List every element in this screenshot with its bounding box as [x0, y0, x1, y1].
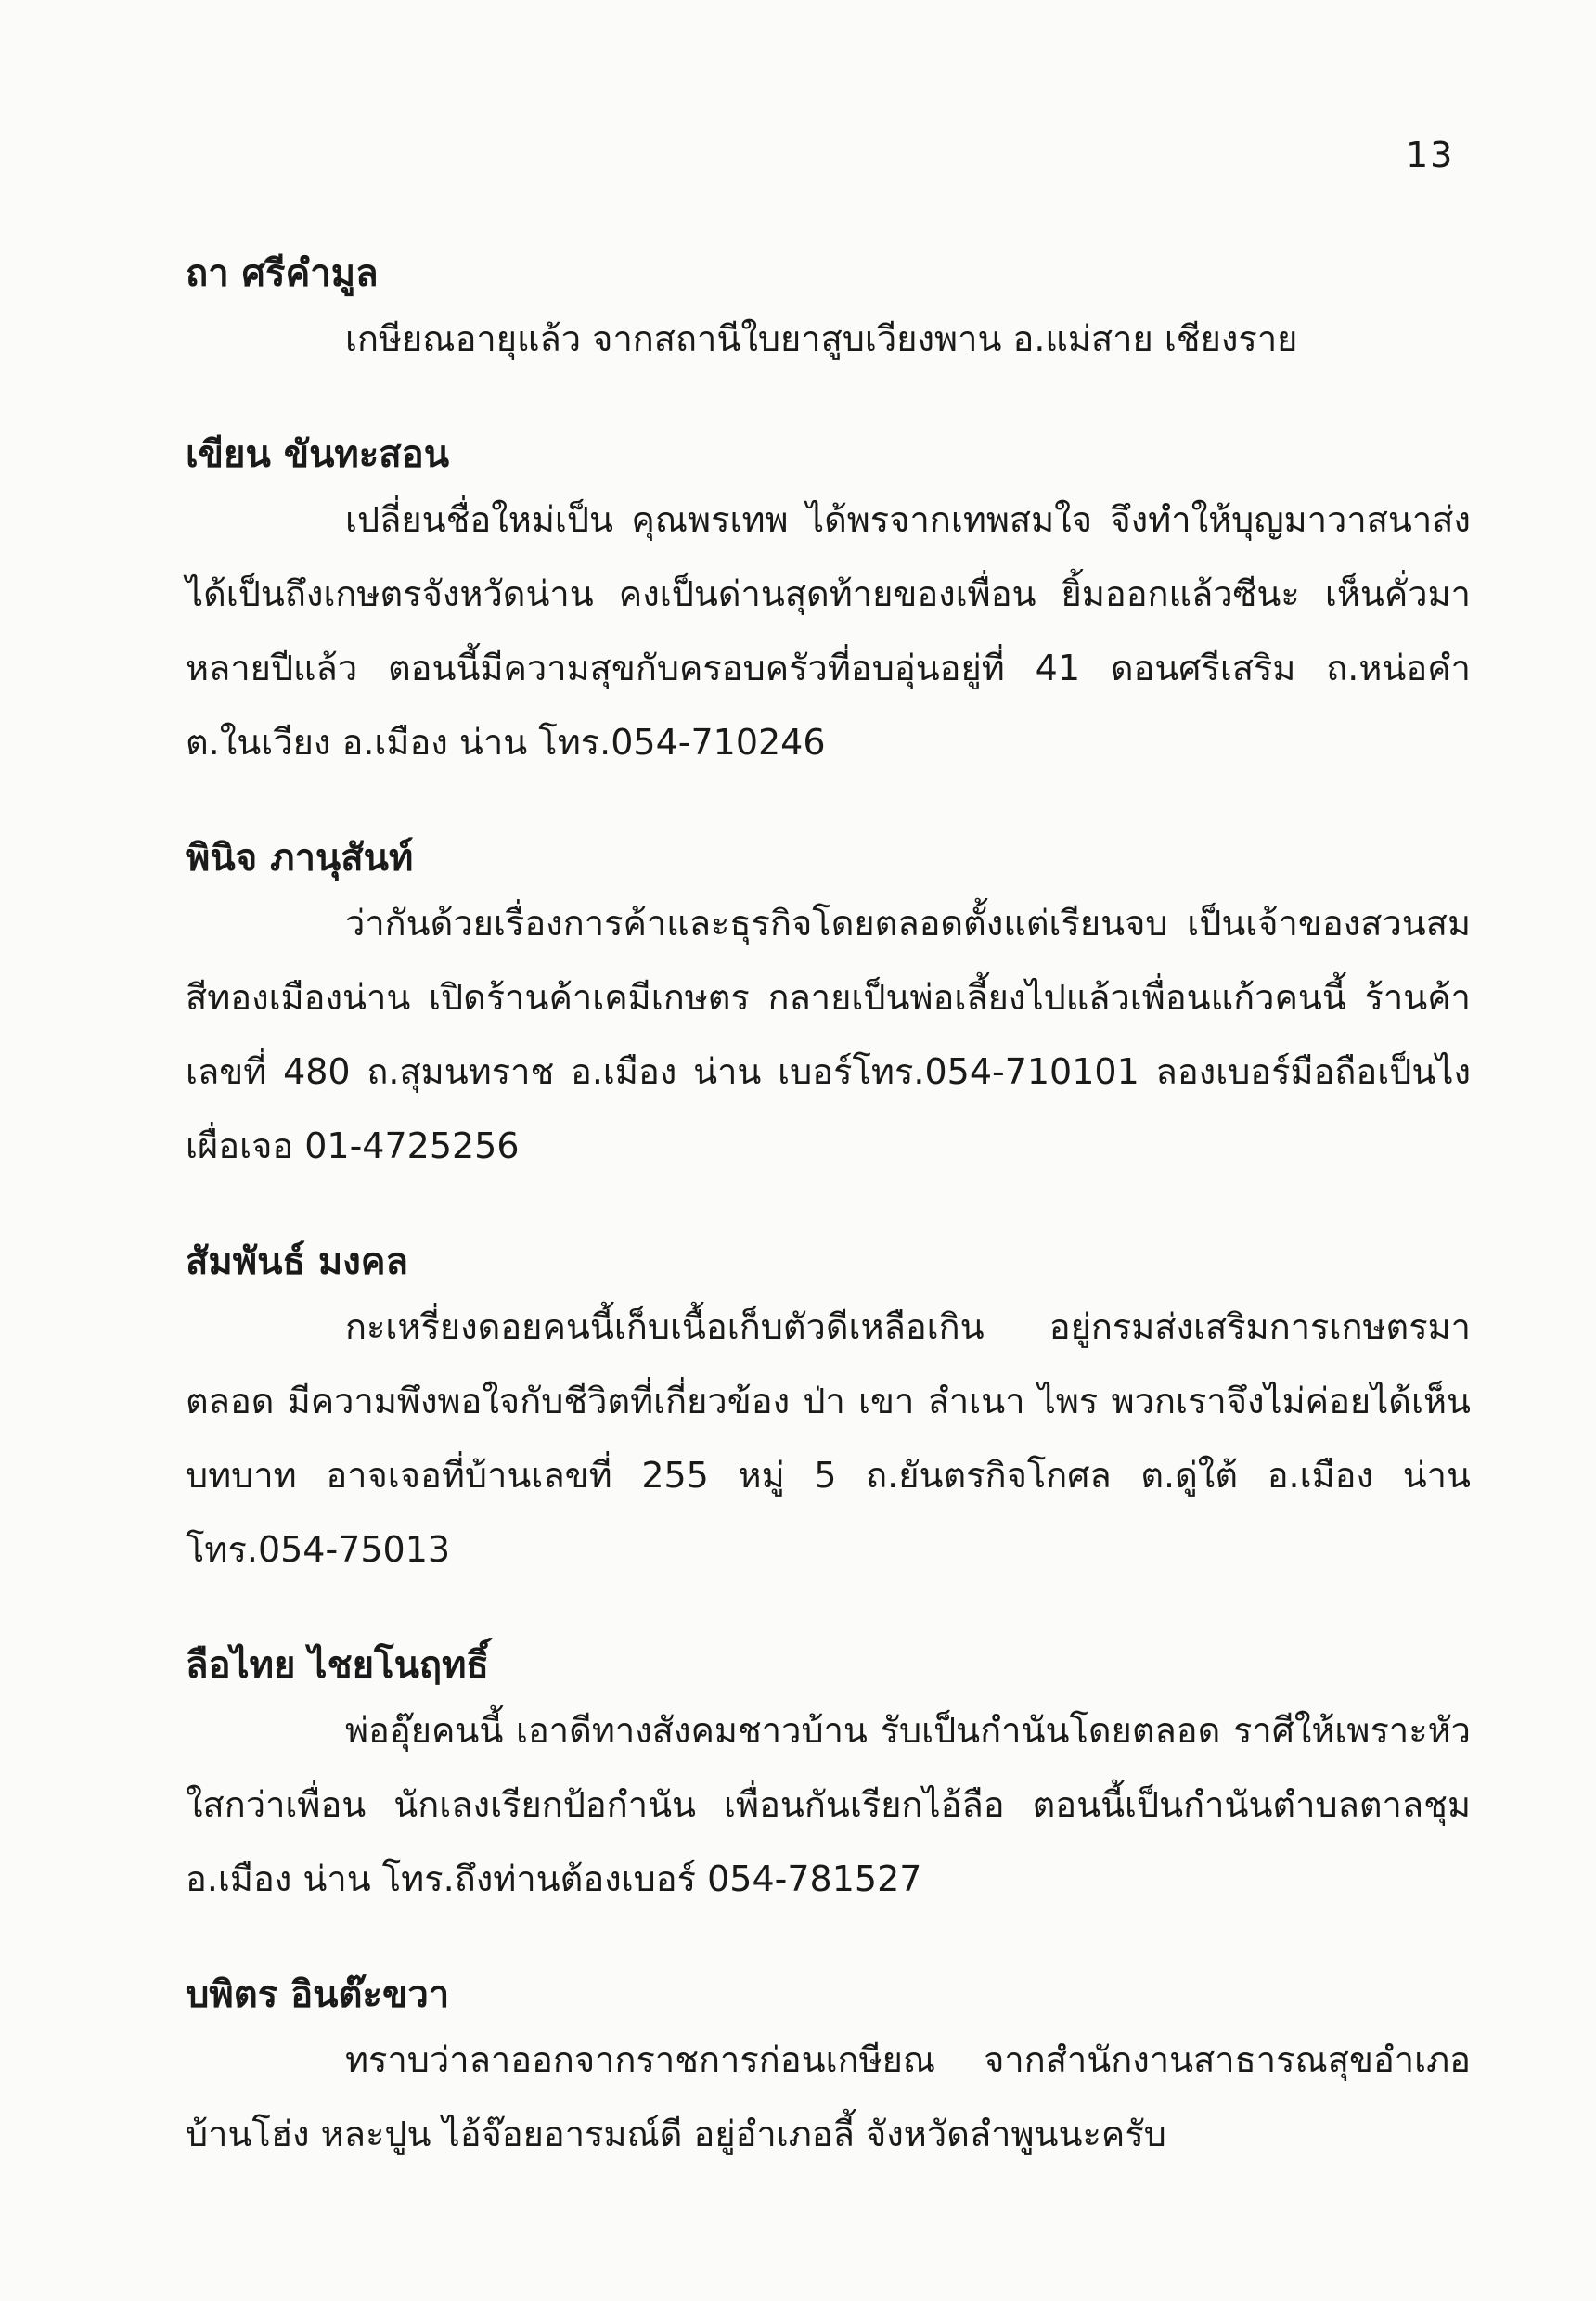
entry-text: ว่ากันด้วยเรื่องการค้าและธุรกิจโดยตลอดตั้งแต่เรียนจบ เป็นเจ้าของสวนสมสีทองเมืองน่าน เปิดร้านค้าเคมีเกษตร กลายเป็นพ่อเลี้ยงไปแล้วเพื่อนแก้วคนนี้ ร้านค้าเลขที่ 480 ถ.สุมนทราช อ.เมือง น่าน เบอร์โทร.054-710101 ลองเบอร์มือถือเป็นไงเผื่อเจอ 01-4725256 — [186, 903, 1471, 1166]
entry — [186, 246, 1471, 376]
entry-name: สัมพันธ์ มงคล — [186, 1240, 408, 1283]
entry-name: ลือไทย ไชยโนฤทธิ์ — [186, 1644, 489, 1687]
entry-name: บพิตร อินต๊ะขวา — [186, 1973, 450, 2016]
entry-text: ทราบว่าลาออกจากราชการก่อนเกษียณ จากสำนักงานสาธารณสุขอำเภอบ้านโฮ่ง หละปูน ไอ้จ๊อยอารมณ์ดี อยู่อำเภอลี้ จังหวัดลำพูนนะครับ — [186, 2039, 1471, 2154]
entry — [186, 830, 1471, 1183]
entry — [186, 1638, 1471, 1916]
entry-name: พินิจ ภานุสันท์ — [186, 837, 414, 880]
entry-name: เขียน ขันทะสอน — [186, 433, 450, 476]
page-number: 13 — [1406, 135, 1455, 175]
entry-name: ถา ศรีคำมูล — [186, 252, 379, 295]
document-body — [186, 246, 1471, 2171]
entry — [186, 1967, 1471, 2171]
entry — [186, 427, 1471, 779]
entry-text: เกษียณอายุแล้ว จากสถานีใบยาสูบเวียงพาน อ.แม่สาย เชียงราย — [345, 318, 1298, 359]
entry-text: เปลี่ยนชื่อใหม่เป็น คุณพรเทพ ได้พรจากเทพสมใจ จึงทำให้บุญมาวาสนาส่ง ได้เป็นถึงเกษตรจังหวัดน่าน คงเป็นด่านสุดท้ายของเพื่อน ยิ้มออกแล้วซีนะ เห็นคั่วมาหลายปีแล้ว ตอนนี้มีความสุขกับครอบครัวที่อบอุ่นอยู่ที่ 41 ดอนศรีเสริม ถ.หน่อคำ ต.ในเวียง อ.เมือง น่าน โทร.054-710246 — [186, 499, 1471, 763]
entry-text: กะเหรี่ยงดอยคนนี้เก็บเนื้อเก็บตัวดีเหลือเกิน อยู่กรมส่งเสริมการเกษตรมา ตลอด มีความพึงพอใจกับชีวิตที่เกี่ยวข้อง ป่า เขา ลำเนา ไพร พวกเราจึงไม่ค่อยได้เห็นบทบาท อาจเจอที่บ้านเลขที่ 255 หมู่ 5 ถ.ยันตรกิจโกศล ต.ดู่ใต้ อ.เมือง น่าน โทร.054-75013 — [186, 1306, 1471, 1570]
entry — [186, 1234, 1471, 1587]
entry-text: พ่ออุ๊ยคนนี้ เอาดีทางสังคมชาวบ้าน รับเป็นกำนันโดยตลอด ราศีให้เพราะหัวใสกว่าเพื่อน นักเลงเรียกป้อกำนัน เพื่อนกันเรียกไอ้ลือ ตอนนี้เป็นกำนันตำบลตาลชุม อ.เมือง น่าน โทร.ถึงท่านต้องเบอร์ 054-781527 — [186, 1710, 1471, 1899]
